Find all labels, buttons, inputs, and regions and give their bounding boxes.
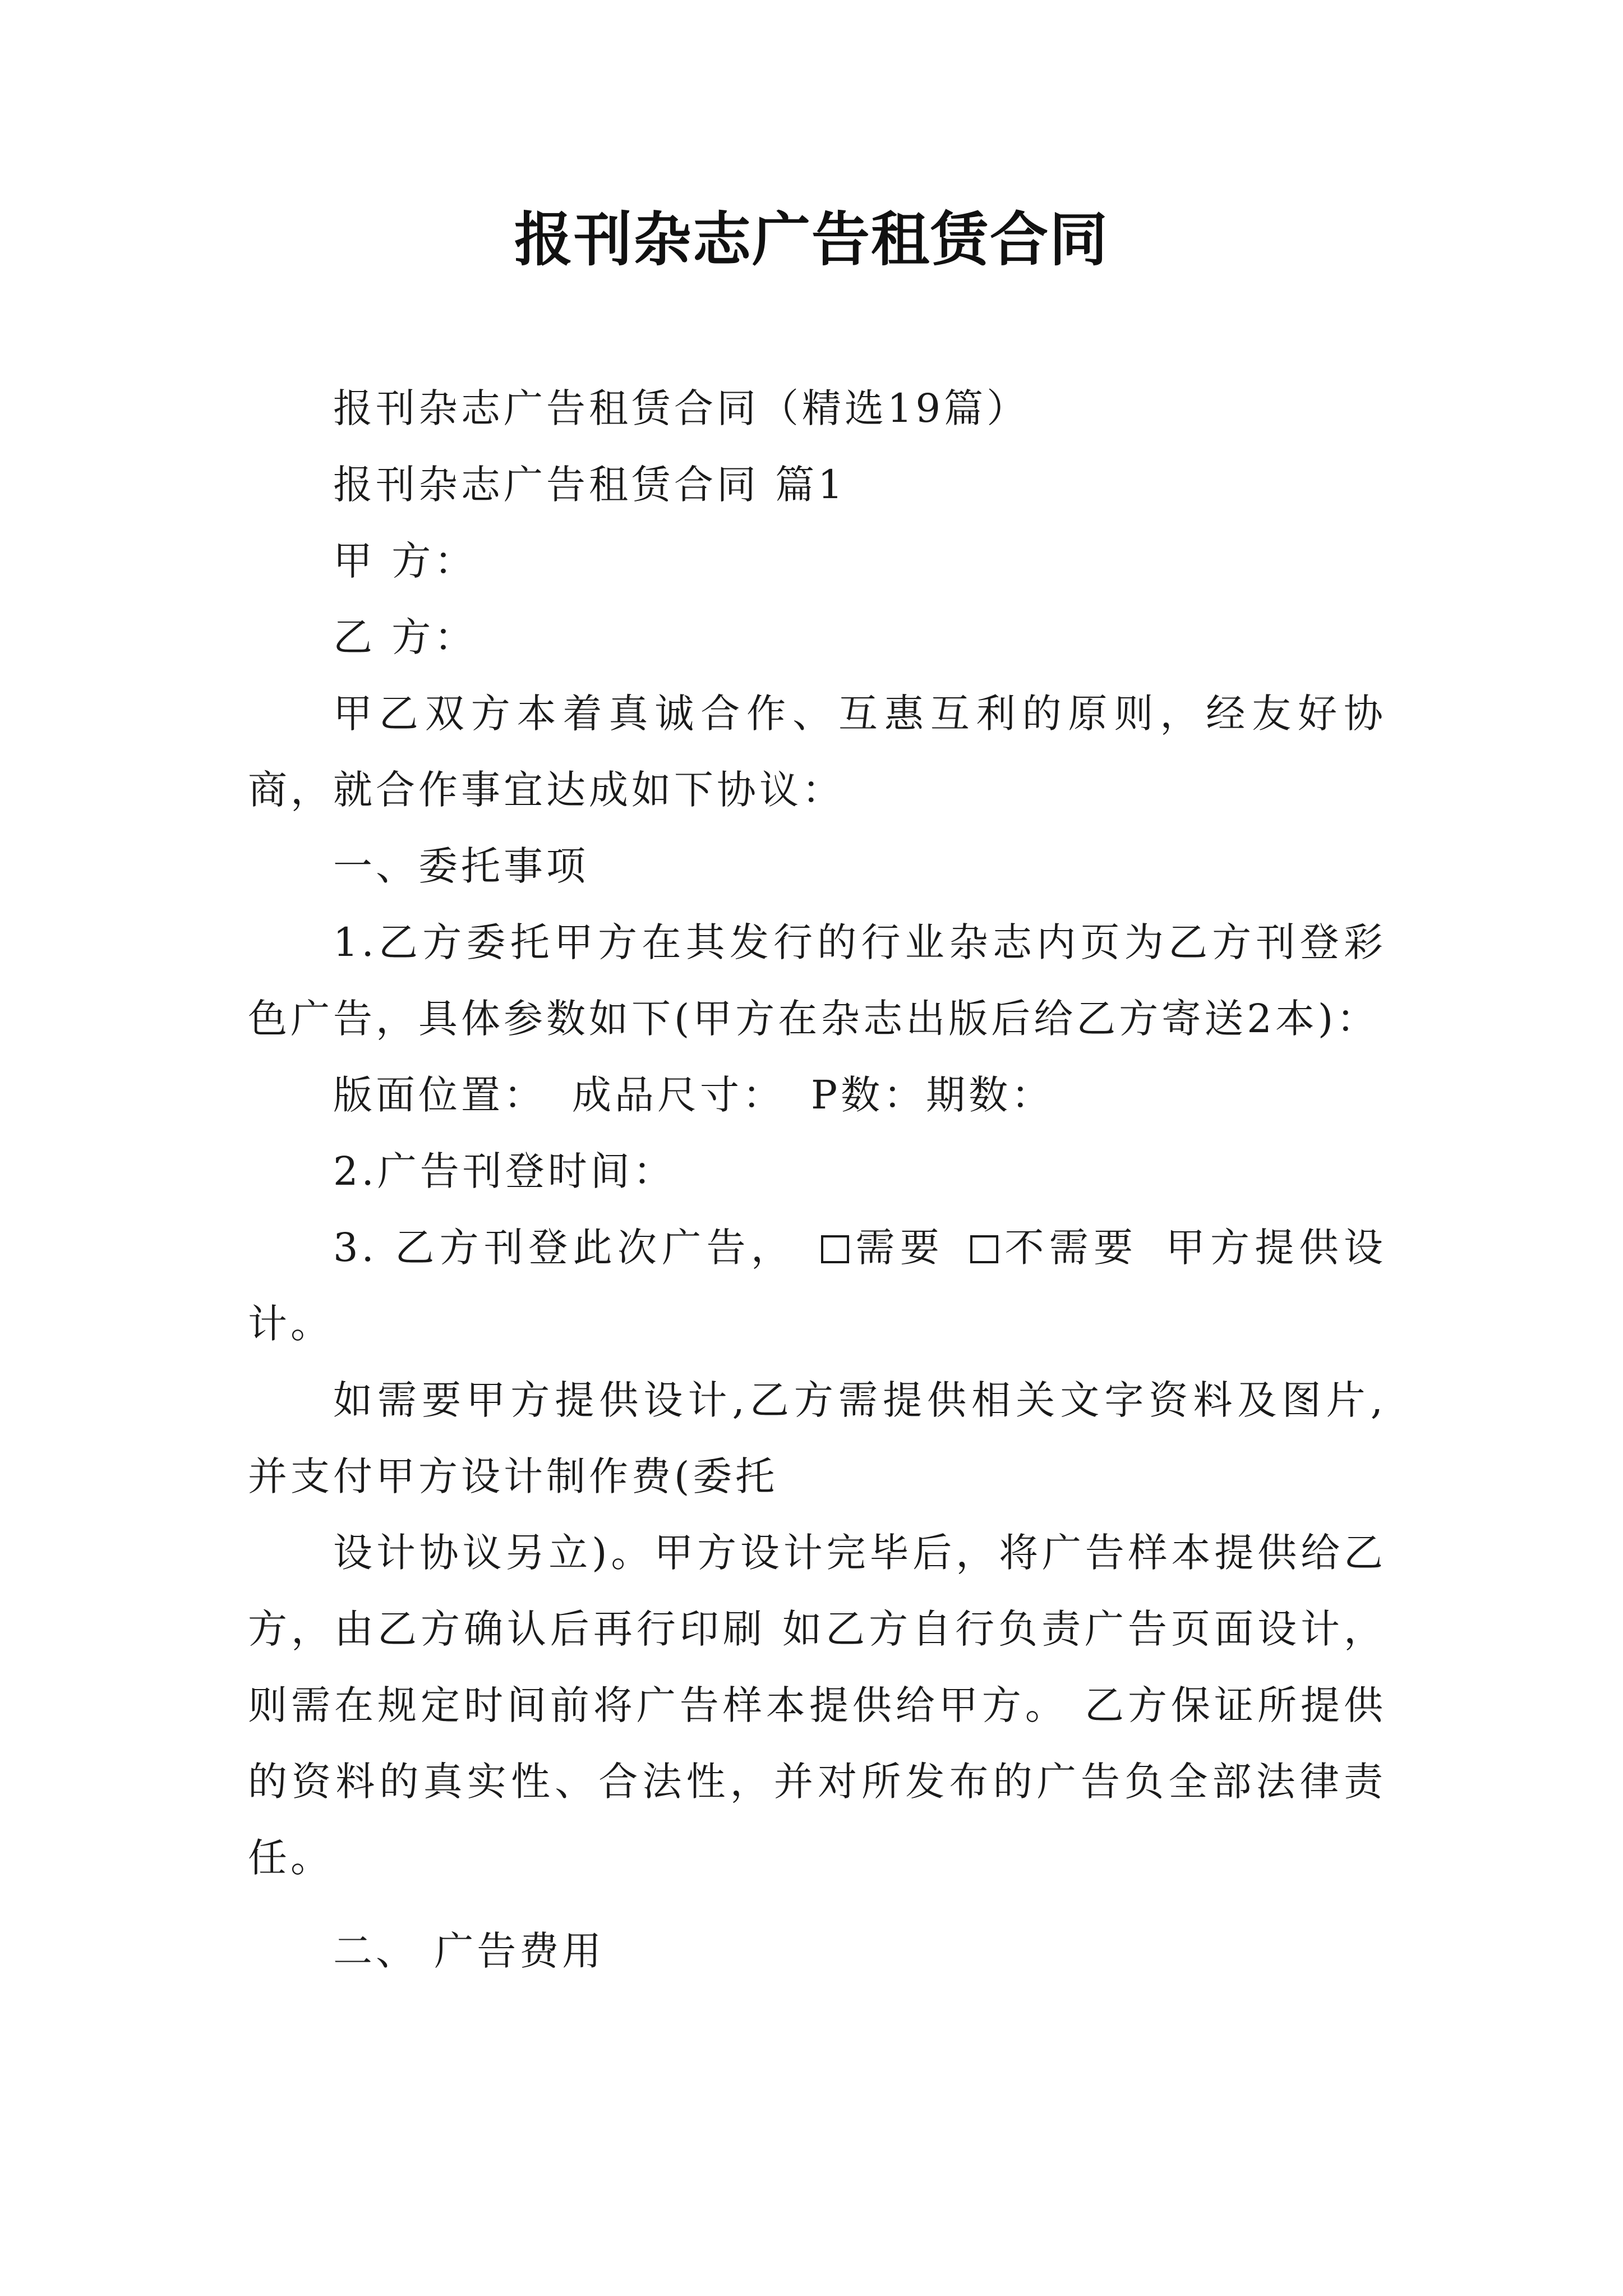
param-size: 成品尺寸： — [572, 1072, 785, 1118]
design-paragraph-1: 如需要甲方提供设计,乙方需提供相关文字资料及图片,并支付甲方设计制作费(委托 — [248, 1377, 1386, 1499]
item-3-paragraph — [248, 1209, 1386, 1362]
clause-2-heading: 二、 广告费用 — [333, 1928, 605, 1974]
param-pages: P数：期数： — [811, 1072, 1054, 1118]
subtitle: 报刊杂志广告租赁合同（精选19篇） — [333, 385, 1030, 431]
document-body — [248, 370, 1386, 1989]
params-line — [248, 1057, 1386, 1133]
param-position: 版面位置： — [333, 1072, 546, 1118]
need-checkbox[interactable] — [821, 1235, 849, 1263]
intro-paragraph: 甲乙双方本着真诚合作、互惠互利的原则，经友好协商，就合作事宜达成如下协议： — [248, 691, 1386, 813]
no-need-checkbox[interactable] — [970, 1235, 998, 1263]
party-b-line: 乙 方： — [333, 614, 477, 660]
item-1-paragraph: 1.乙方委托甲方在其发行的行业杂志内页为乙方刊登彩色广告，具体参数如下(甲方在杂志出版后给乙方寄送2本)： — [248, 919, 1386, 1042]
design-paragraph-2: 设计协议另立)。甲方设计完毕后，将广告样本提供给乙方，由乙方确认后再行印刷 如乙方自行负责广告页面设计，则需在规定时间前将广告样本提供给甲方。 乙方保证所提供的资料的真实性、合法性，并对所发布的广告负全部法律责任。 — [248, 1530, 1386, 1881]
item-3-suffix: 甲方提供设计。 — [248, 1225, 1387, 1347]
clause-1-heading: 一、委托事项 — [333, 843, 589, 889]
party-a-line: 甲 方： — [333, 538, 477, 584]
item-3-prefix: 3. 乙方刊登此次广告， — [333, 1225, 796, 1271]
item-2-line: 2.广告刊登时间： — [333, 1148, 676, 1194]
need-label: 需要 — [854, 1225, 945, 1271]
no-need-label: 不需要 — [1003, 1225, 1138, 1271]
document-title: 报刊杂志广告租赁合同 — [514, 205, 1109, 274]
section-heading: 报刊杂志广告租赁合同 篇1 — [333, 462, 846, 508]
